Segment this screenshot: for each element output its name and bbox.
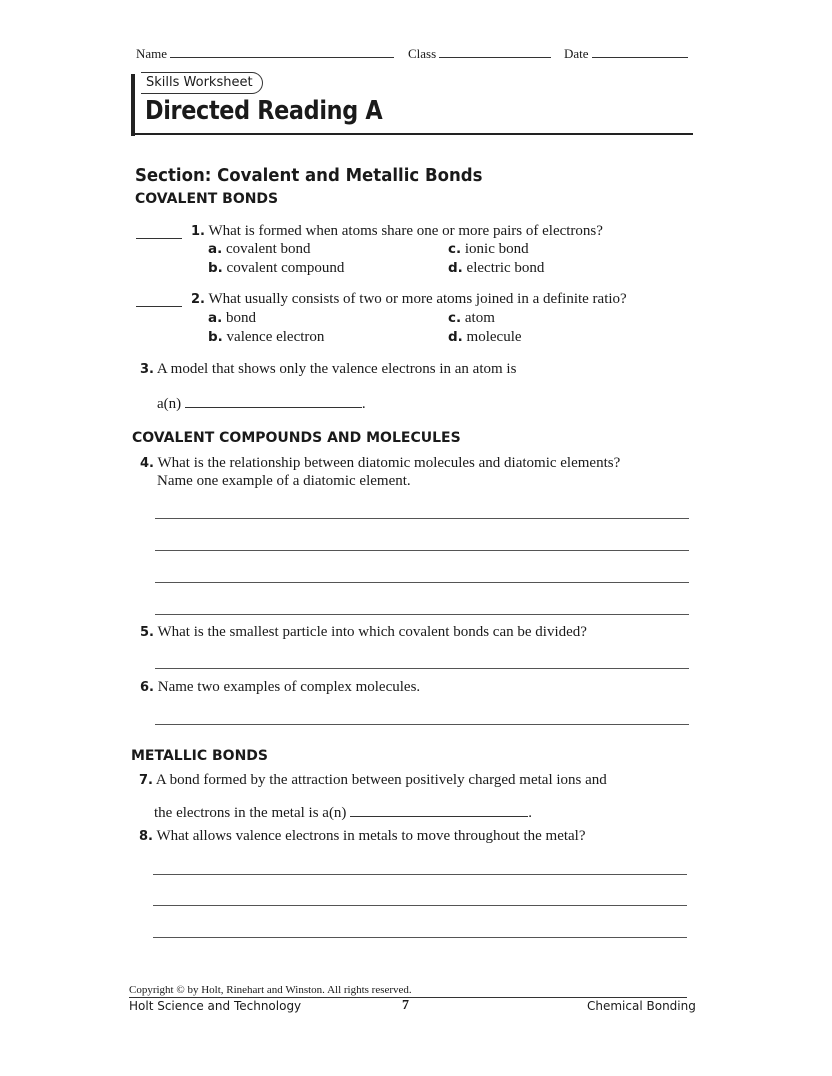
worksheet-tag: Skills Worksheet bbox=[141, 72, 263, 94]
name-blank[interactable] bbox=[170, 46, 394, 58]
q1-option-b-key: b. bbox=[208, 260, 223, 276]
q1-option-b-text: covalent compound bbox=[226, 260, 345, 276]
name-field[interactable] bbox=[136, 46, 394, 62]
subhead-covalent-bonds: COVALENT BONDS bbox=[135, 191, 279, 207]
q1-question bbox=[191, 223, 603, 240]
q2-option-c-text: atom bbox=[464, 310, 495, 326]
class-blank[interactable] bbox=[439, 46, 551, 58]
q3-question bbox=[140, 361, 516, 378]
q2-answer-blank[interactable] bbox=[136, 306, 182, 307]
q4-answer-line-1[interactable] bbox=[155, 518, 689, 519]
q5-text: What is the smallest particle into which covalent bonds can be divided? bbox=[157, 624, 587, 640]
q8-question bbox=[139, 828, 586, 845]
q2-option-b bbox=[208, 329, 324, 346]
date-field[interactable] bbox=[564, 46, 688, 62]
q1-option-a-key: a. bbox=[208, 241, 223, 257]
q3-number: 3. bbox=[140, 362, 154, 377]
q2-option-a-text: bond bbox=[226, 310, 256, 326]
copyright-notice: Copyright © by Holt, Rinehart and Winston. All rights reserved. bbox=[129, 984, 412, 996]
q1-text: What is formed when atoms share one or more pairs of electrons? bbox=[208, 223, 603, 239]
chapter-name: Chemical Bonding bbox=[587, 999, 696, 1013]
q3-prefix: a(n) bbox=[157, 396, 182, 412]
q1-option-a bbox=[208, 241, 311, 258]
subhead-metallic-bonds: METALLIC BONDS bbox=[131, 748, 268, 764]
q5-answer-line[interactable] bbox=[155, 668, 689, 669]
q4-answer-line-4[interactable] bbox=[155, 614, 689, 615]
q5-number: 5. bbox=[140, 625, 154, 640]
page-title: Directed Reading A bbox=[145, 96, 383, 126]
q1-number: 1. bbox=[191, 224, 205, 239]
section-title: Section: Covalent and Metallic Bonds bbox=[135, 165, 483, 186]
q1-option-c-key: c. bbox=[448, 241, 462, 257]
q4-question bbox=[140, 455, 620, 472]
title-side-bar bbox=[131, 74, 135, 136]
q8-answer-line-1[interactable] bbox=[153, 874, 687, 875]
q6-answer-line[interactable] bbox=[155, 724, 689, 725]
q4-number: 4. bbox=[140, 456, 154, 471]
q3-answer-blank[interactable] bbox=[185, 395, 362, 408]
q6-question bbox=[140, 679, 420, 696]
q8-answer-line-3[interactable] bbox=[153, 937, 687, 938]
q1-answer-blank[interactable] bbox=[136, 238, 182, 239]
q7-answer-blank[interactable] bbox=[350, 804, 528, 817]
q2-option-c bbox=[448, 310, 495, 327]
q1-option-c-text: ionic bond bbox=[464, 241, 529, 257]
q1-option-d-text: electric bond bbox=[466, 260, 545, 276]
q7-line2-wrap bbox=[154, 804, 532, 822]
q1-option-b bbox=[208, 260, 344, 277]
subhead-compounds-molecules: COVALENT COMPOUNDS AND MOLECULES bbox=[132, 430, 461, 446]
q2-option-a-key: a. bbox=[208, 310, 223, 326]
date-blank[interactable] bbox=[592, 46, 688, 58]
class-field[interactable] bbox=[408, 46, 551, 62]
q4-answer-line-3[interactable] bbox=[155, 582, 689, 583]
q2-option-d bbox=[448, 329, 522, 346]
q5-question bbox=[140, 624, 587, 641]
q3-answer-line bbox=[157, 395, 366, 413]
q2-text: What usually consists of two or more atoms joined in a definite ratio? bbox=[208, 291, 627, 307]
q2-question bbox=[191, 291, 627, 308]
title-underline bbox=[131, 133, 693, 135]
name-label: Name bbox=[136, 46, 168, 61]
q7-line2: the electrons in the metal is a(n) bbox=[154, 805, 347, 821]
q8-answer-line-2[interactable] bbox=[153, 905, 687, 906]
q4-line2: Name one example of a diatomic element. bbox=[157, 473, 411, 489]
q2-option-c-key: c. bbox=[448, 310, 462, 326]
class-label: Class bbox=[408, 46, 437, 61]
q2-option-d-key: d. bbox=[448, 329, 463, 345]
q8-number: 8. bbox=[139, 829, 153, 844]
q7-question bbox=[139, 772, 607, 789]
q7-number: 7. bbox=[139, 773, 153, 788]
page-number: 7 bbox=[402, 998, 409, 1013]
q6-number: 6. bbox=[140, 680, 154, 695]
q4-answer-line-2[interactable] bbox=[155, 550, 689, 551]
q1-option-d-key: d. bbox=[448, 260, 463, 276]
q1-option-d bbox=[448, 260, 544, 277]
q3-text: A model that shows only the valence electrons in an atom is bbox=[156, 361, 517, 377]
q2-option-b-key: b. bbox=[208, 329, 223, 345]
q6-text: Name two examples of complex molecules. bbox=[157, 679, 421, 695]
q2-option-b-text: valence electron bbox=[226, 329, 325, 345]
q1-option-c bbox=[448, 241, 529, 258]
q2-number: 2. bbox=[191, 292, 205, 307]
q7-suffix: . bbox=[528, 805, 532, 821]
q4-line1: What is the relationship between diatomic molecules and diatomic elements? bbox=[157, 455, 621, 471]
q2-option-a bbox=[208, 310, 256, 327]
q8-text: What allows valence electrons in metals to move throughout the metal? bbox=[156, 828, 586, 844]
q1-option-a-text: covalent bond bbox=[226, 241, 311, 257]
q2-option-d-text: molecule bbox=[466, 329, 522, 345]
q7-line1: A bond formed by the attraction between positively charged metal ions and bbox=[155, 772, 607, 788]
publisher-name: Holt Science and Technology bbox=[129, 999, 302, 1013]
date-label: Date bbox=[564, 46, 589, 61]
q3-suffix: . bbox=[361, 396, 366, 412]
